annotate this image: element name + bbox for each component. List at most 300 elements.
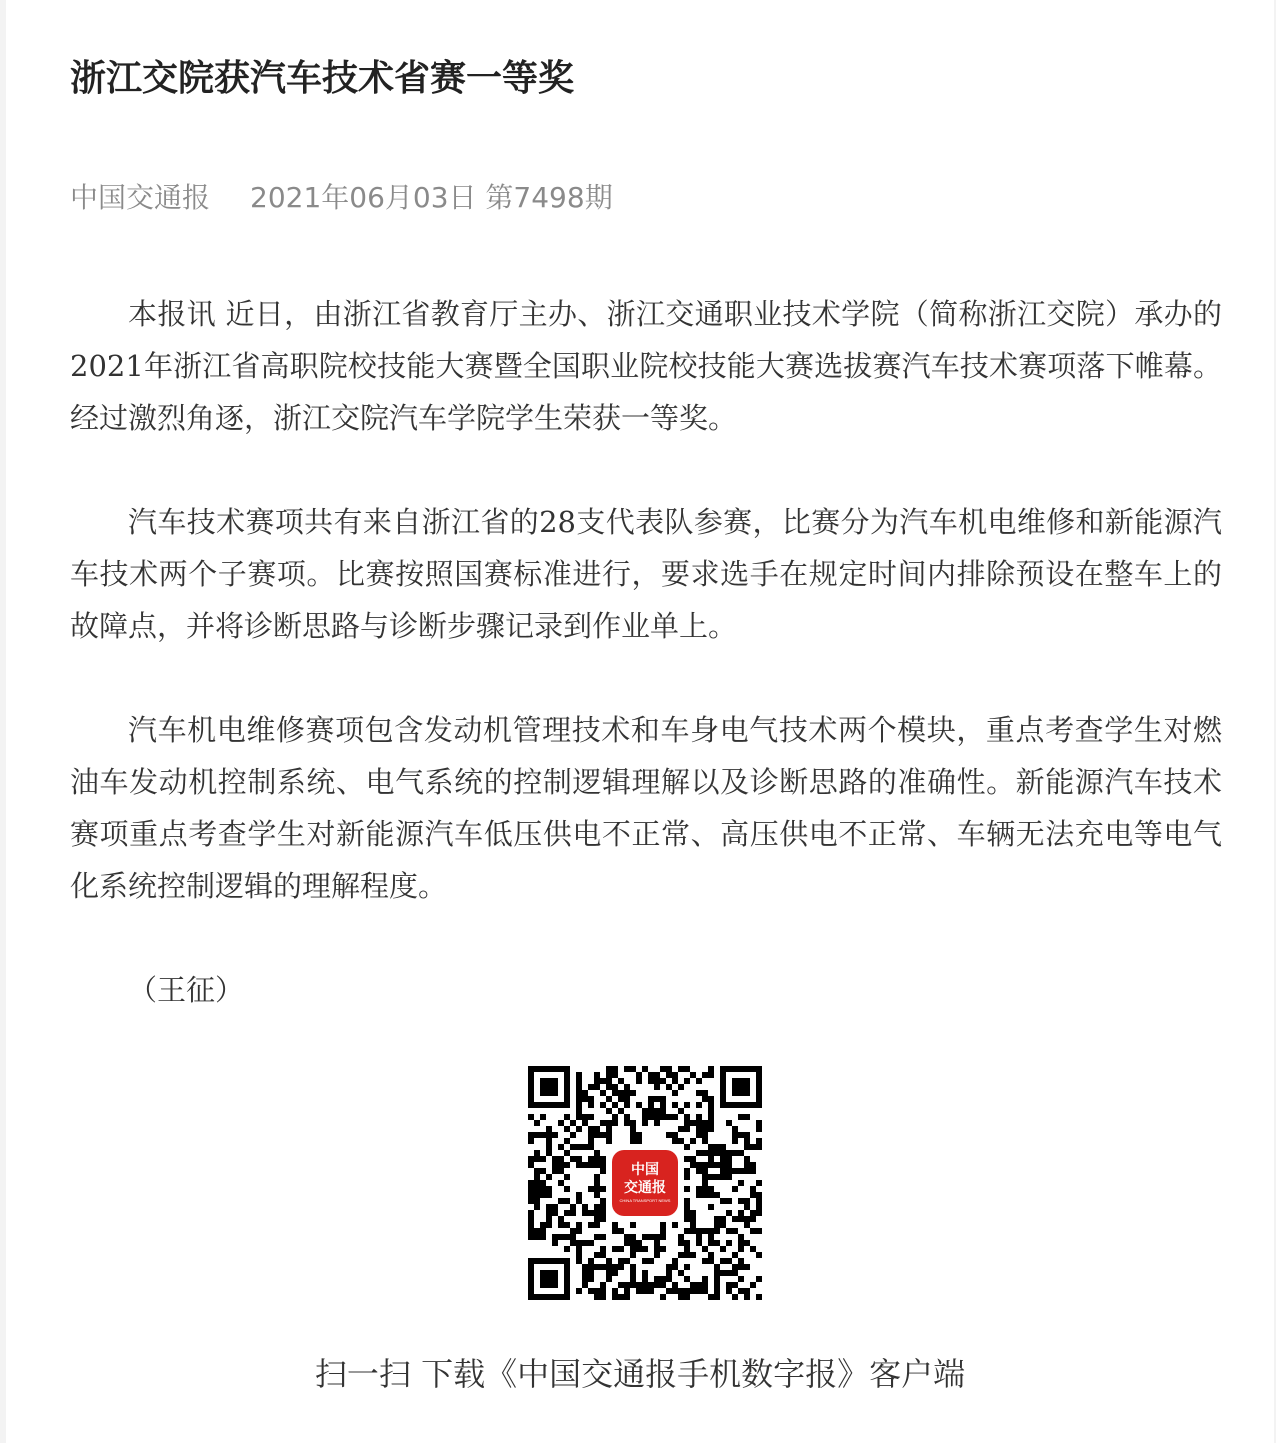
qr-module <box>534 1156 540 1162</box>
qr-module <box>588 1276 594 1282</box>
qr-module <box>696 1150 702 1156</box>
qr-module <box>612 1084 618 1090</box>
qr-module <box>744 1204 750 1210</box>
qr-module <box>618 1228 624 1234</box>
qr-module <box>738 1150 744 1156</box>
qr-module <box>690 1222 696 1228</box>
qr-module <box>624 1096 630 1102</box>
qr-module <box>690 1252 696 1258</box>
qr-module <box>642 1246 648 1252</box>
qr-module <box>744 1168 750 1174</box>
qr-module <box>540 1234 546 1240</box>
qr-module <box>678 1126 684 1132</box>
qr-module <box>756 1198 762 1204</box>
qr-module <box>648 1288 654 1294</box>
qr-module <box>624 1120 630 1126</box>
qr-module <box>738 1210 744 1216</box>
qr-module <box>708 1204 714 1210</box>
qr-module <box>702 1132 708 1138</box>
qr-module <box>684 1204 690 1210</box>
qr-module <box>702 1150 708 1156</box>
qr-module <box>672 1078 678 1084</box>
qr-module <box>708 1174 714 1180</box>
qr-module <box>642 1288 648 1294</box>
qr-module <box>684 1240 690 1246</box>
qr-module <box>540 1168 546 1174</box>
qr-module <box>756 1210 762 1216</box>
qr-module <box>588 1138 594 1144</box>
qr-module <box>618 1246 624 1252</box>
qr-module <box>528 1180 534 1186</box>
qr-module <box>534 1132 540 1138</box>
qr-module <box>612 1120 618 1126</box>
qr-module <box>624 1294 630 1300</box>
qr-module <box>588 1186 594 1192</box>
qr-module <box>720 1168 726 1174</box>
qr-module <box>756 1180 762 1186</box>
qr-module <box>606 1084 612 1090</box>
qr-module <box>588 1240 594 1246</box>
qr-module <box>534 1180 540 1186</box>
qr-module <box>690 1216 696 1222</box>
qr-module <box>564 1126 570 1132</box>
qr-module <box>642 1276 648 1282</box>
qr-module <box>576 1192 582 1198</box>
qr-module <box>720 1270 726 1276</box>
qr-module <box>528 1222 534 1228</box>
qr-module <box>684 1246 690 1252</box>
qr-module <box>528 1192 534 1198</box>
qr-module <box>600 1198 606 1204</box>
qr-module <box>564 1222 570 1228</box>
qr-module <box>600 1102 606 1108</box>
qr-module <box>624 1066 630 1072</box>
qr-module <box>726 1162 732 1168</box>
qr-module <box>648 1096 654 1102</box>
qr-module <box>528 1234 534 1240</box>
qr-module <box>576 1072 582 1078</box>
qr-module <box>720 1198 726 1204</box>
qr-module <box>636 1246 642 1252</box>
qr-module <box>756 1144 762 1150</box>
qr-module <box>570 1120 576 1126</box>
qr-module <box>600 1246 606 1252</box>
qr-module <box>738 1288 744 1294</box>
qr-module <box>654 1114 660 1120</box>
china-transport-news-logo <box>608 1146 682 1220</box>
qr-module <box>744 1288 750 1294</box>
qr-module <box>720 1174 726 1180</box>
qr-module <box>594 1186 600 1192</box>
qr-module <box>708 1108 714 1114</box>
qr-module <box>726 1150 732 1156</box>
qr-module <box>588 1144 594 1150</box>
article-title: 浙江交院获汽车技术省赛一等奖 <box>70 58 575 99</box>
logo-text-line1: 中国 <box>631 1162 659 1178</box>
qr-module <box>714 1192 720 1198</box>
qr-module <box>600 1186 606 1192</box>
qr-module <box>702 1276 708 1282</box>
qr-finder-bottom-left <box>528 1258 570 1300</box>
qr-module <box>660 1108 666 1114</box>
qr-module <box>588 1258 594 1264</box>
qr-module <box>582 1162 588 1168</box>
qr-module <box>636 1138 642 1144</box>
qr-module <box>636 1282 642 1288</box>
qr-module <box>534 1120 540 1126</box>
qr-module <box>678 1084 684 1090</box>
qr-module <box>696 1186 702 1192</box>
article-paragraph: 本报讯 近日，由浙江省教育厅主办、浙江交通职业技术学院（简称浙江交院）承办的2021年浙江省高职院校技能大赛暨全国职业院校技能大赛选拔赛汽车技术赛项落下帷幕。经过激烈角逐，浙江交院汽车学院学生荣获一等奖。 <box>70 297 1222 435</box>
qr-module <box>594 1132 600 1138</box>
qr-module <box>576 1108 582 1114</box>
qr-module <box>528 1210 534 1216</box>
qr-module <box>576 1102 582 1108</box>
qr-module <box>726 1156 732 1162</box>
qr-module <box>624 1288 630 1294</box>
logo-text-line2: 交通报 <box>624 1180 666 1196</box>
qr-module <box>756 1192 762 1198</box>
qr-module <box>630 1276 636 1282</box>
qr-module <box>738 1234 744 1240</box>
qr-module <box>690 1162 696 1168</box>
qr-module <box>576 1114 582 1120</box>
qr-module <box>648 1078 654 1084</box>
qr-module <box>576 1222 582 1228</box>
qr-module <box>588 1156 594 1162</box>
qr-module <box>654 1084 660 1090</box>
qr-module <box>678 1240 684 1246</box>
qr-finder-top-left <box>528 1066 570 1108</box>
qr-module <box>600 1210 606 1216</box>
qr-module <box>708 1150 714 1156</box>
qr-module <box>690 1282 696 1288</box>
qr-module <box>654 1096 660 1102</box>
article-meta <box>70 176 613 220</box>
qr-module <box>618 1108 624 1114</box>
qr-module <box>600 1132 606 1138</box>
qr-module <box>564 1186 570 1192</box>
qr-module <box>564 1210 570 1216</box>
qr-module <box>726 1258 732 1264</box>
qr-module <box>696 1168 702 1174</box>
qr-module <box>702 1072 708 1078</box>
qr-module <box>672 1114 678 1120</box>
qr-module <box>654 1078 660 1084</box>
qr-module <box>696 1126 702 1132</box>
qr-module <box>726 1240 732 1246</box>
qr-module <box>612 1222 618 1228</box>
qr-module <box>582 1120 588 1126</box>
qr-module <box>564 1174 570 1180</box>
qr-module <box>630 1270 636 1276</box>
qr-module <box>750 1228 756 1234</box>
qr-module <box>708 1156 714 1162</box>
qr-module <box>654 1072 660 1078</box>
qr-module <box>564 1198 570 1204</box>
qr-module <box>684 1168 690 1174</box>
qr-module <box>744 1222 750 1228</box>
qr-module <box>660 1282 666 1288</box>
qr-module <box>618 1090 624 1096</box>
qr-module <box>702 1096 708 1102</box>
qr-module <box>534 1174 540 1180</box>
qr-module <box>708 1192 714 1198</box>
qr-module <box>714 1162 720 1168</box>
qr-module <box>720 1216 726 1222</box>
qr-module <box>696 1240 702 1246</box>
qr-module <box>684 1288 690 1294</box>
qr-module <box>708 1162 714 1168</box>
qr-module <box>714 1240 720 1246</box>
qr-module <box>630 1120 636 1126</box>
qr-module <box>612 1288 618 1294</box>
qr-module <box>594 1222 600 1228</box>
article-paragraph: 汽车机电维修赛项包含发动机管理技术和车身电气技术两个模块，重点考查学生对燃油车发动机控制系统、电气系统的控制逻辑理解以及诊断思路的准确性。新能源汽车技术赛项重点考查学生对新能源汽车低压供电不正常、高压供电不正常、车辆无法充电等电气化系统控制逻辑的理解程度。 <box>70 713 1222 903</box>
qr-module <box>576 1144 582 1150</box>
qr-module <box>624 1240 630 1246</box>
qr-module <box>714 1294 720 1300</box>
qr-module <box>600 1162 606 1168</box>
qr-module <box>642 1270 648 1276</box>
qr-module <box>690 1288 696 1294</box>
qr-module <box>606 1276 612 1282</box>
qr-module <box>744 1132 750 1138</box>
qr-module <box>546 1186 552 1192</box>
qr-module <box>684 1156 690 1162</box>
qr-module <box>546 1210 552 1216</box>
qr-module <box>594 1210 600 1216</box>
qr-module <box>678 1270 684 1276</box>
qr-module <box>600 1168 606 1174</box>
qr-module <box>594 1084 600 1090</box>
qr-module <box>606 1264 612 1270</box>
qr-module <box>552 1234 558 1240</box>
qr-module <box>594 1204 600 1210</box>
qr-module <box>636 1072 642 1078</box>
qr-module <box>732 1264 738 1270</box>
qr-module <box>600 1288 606 1294</box>
qr-module <box>732 1186 738 1192</box>
qr-module <box>630 1264 636 1270</box>
qr-module <box>672 1222 678 1228</box>
qr-module <box>600 1252 606 1258</box>
qr-module <box>684 1276 690 1282</box>
qr-module <box>528 1162 534 1168</box>
qr-module <box>558 1162 564 1168</box>
qr-module <box>750 1246 756 1252</box>
qr-module <box>756 1294 762 1300</box>
qr-module <box>642 1234 648 1240</box>
qr-module <box>594 1150 600 1156</box>
article-date-issue: 2021年06月03日 第7498期 <box>250 181 613 214</box>
qr-module <box>690 1210 696 1216</box>
qr-module <box>582 1270 588 1276</box>
qr-module <box>684 1210 690 1216</box>
qr-module <box>750 1162 756 1168</box>
qr-module <box>660 1078 666 1084</box>
qr-module <box>576 1228 582 1234</box>
qr-module <box>624 1084 630 1090</box>
qr-module <box>528 1132 534 1138</box>
qr-module <box>534 1198 540 1204</box>
qr-module <box>612 1090 618 1096</box>
qr-module <box>546 1150 552 1156</box>
qr-module <box>732 1216 738 1222</box>
qr-module <box>678 1294 684 1300</box>
qr-module <box>684 1066 690 1072</box>
qr-module <box>684 1264 690 1270</box>
qr-module <box>756 1204 762 1210</box>
qr-module <box>582 1240 588 1246</box>
qr-module <box>558 1180 564 1186</box>
qr-module <box>654 1234 660 1240</box>
article-source: 中国交通报 <box>70 181 211 214</box>
qr-module <box>708 1258 714 1264</box>
qr-module <box>588 1270 594 1276</box>
qr-module <box>606 1078 612 1084</box>
qr-module <box>630 1126 636 1132</box>
qr-module <box>606 1258 612 1264</box>
qr-module <box>714 1276 720 1282</box>
qr-module <box>618 1096 624 1102</box>
qr-module <box>726 1228 732 1234</box>
qr-module <box>534 1150 540 1156</box>
qr-module <box>564 1246 570 1252</box>
qr-module <box>630 1138 636 1144</box>
qr-module <box>732 1138 738 1144</box>
qr-module <box>750 1216 756 1222</box>
qr-module <box>600 1264 606 1270</box>
qr-module <box>726 1288 732 1294</box>
qr-module <box>588 1132 594 1138</box>
qr-module <box>696 1192 702 1198</box>
qr-module <box>576 1078 582 1084</box>
qr-module <box>696 1132 702 1138</box>
qr-module <box>660 1234 666 1240</box>
qr-module <box>702 1120 708 1126</box>
qr-module <box>540 1228 546 1234</box>
qr-module <box>726 1210 732 1216</box>
qr-module <box>606 1126 612 1132</box>
qr-module <box>606 1096 612 1102</box>
qr-module <box>624 1282 630 1288</box>
qr-module <box>744 1144 750 1150</box>
qr-module <box>720 1156 726 1162</box>
qr-module <box>708 1072 714 1078</box>
qr-module <box>654 1240 660 1246</box>
qr-module <box>648 1108 654 1114</box>
qr-module <box>588 1288 594 1294</box>
qr-module <box>684 1294 690 1300</box>
article-body <box>70 288 1222 1016</box>
qr-module <box>666 1084 672 1090</box>
qr-module <box>558 1216 564 1222</box>
qr-module <box>618 1282 624 1288</box>
qr-module <box>624 1234 630 1240</box>
qr-module <box>630 1252 636 1258</box>
qr-module <box>582 1276 588 1282</box>
article-paragraph: 汽车技术赛项共有来自浙江省的28支代表队参赛，比赛分为汽车机电维修和新能源汽车技术两个子赛项。比赛按照国赛标准进行，要求选手在规定时间内排除预设在整车上的故障点，并将诊断思路与诊断步骤记录到作业单上。 <box>70 505 1222 643</box>
qr-module <box>636 1288 642 1294</box>
qr-module <box>738 1240 744 1246</box>
qr-module <box>738 1258 744 1264</box>
qr-module <box>702 1186 708 1192</box>
qr-module <box>714 1228 720 1234</box>
qr-module <box>588 1096 594 1102</box>
qr-module <box>726 1120 732 1126</box>
qr-module <box>618 1294 624 1300</box>
qr-module <box>564 1138 570 1144</box>
qr-module <box>714 1282 720 1288</box>
qr-module <box>732 1132 738 1138</box>
qr-module <box>702 1246 708 1252</box>
qr-module <box>558 1156 564 1162</box>
qr-module <box>582 1090 588 1096</box>
qr-module <box>660 1222 666 1228</box>
qr-module <box>630 1090 636 1096</box>
qr-module <box>648 1234 654 1240</box>
qr-module <box>702 1288 708 1294</box>
qr-module <box>528 1216 534 1222</box>
qr-module <box>612 1066 618 1072</box>
qr-module <box>534 1168 540 1174</box>
qr-module <box>534 1228 540 1234</box>
qr-module <box>546 1144 552 1150</box>
qr-module <box>606 1138 612 1144</box>
qr-module <box>720 1144 726 1150</box>
qr-module <box>660 1246 666 1252</box>
qr-module <box>696 1234 702 1240</box>
qr-module <box>534 1186 540 1192</box>
qr-module <box>744 1294 750 1300</box>
qr-module <box>576 1246 582 1252</box>
qr-module <box>546 1126 552 1132</box>
qr-module <box>600 1282 606 1288</box>
qr-module <box>714 1144 720 1150</box>
qr-module <box>702 1162 708 1168</box>
qr-module <box>624 1102 630 1108</box>
qr-module <box>714 1150 720 1156</box>
qr-module <box>606 1066 612 1072</box>
qr-module <box>540 1180 546 1186</box>
qr-module <box>738 1276 744 1282</box>
qr-module <box>696 1228 702 1234</box>
qr-module <box>570 1132 576 1138</box>
qr-module <box>576 1288 582 1294</box>
qr-module <box>606 1132 612 1138</box>
qr-module <box>618 1078 624 1084</box>
qr-module <box>618 1264 624 1270</box>
qr-module <box>666 1072 672 1078</box>
qr-module <box>606 1108 612 1114</box>
qr-module <box>600 1234 606 1240</box>
qr-module <box>732 1282 738 1288</box>
qr-module <box>750 1282 756 1288</box>
qr-module <box>654 1252 660 1258</box>
qr-module <box>744 1240 750 1246</box>
qr-module <box>594 1252 600 1258</box>
qr-module <box>684 1078 690 1084</box>
app-download-qr-code <box>522 1060 768 1306</box>
qr-module <box>576 1252 582 1258</box>
qr-module <box>684 1114 690 1120</box>
qr-module <box>606 1072 612 1078</box>
qr-module <box>750 1186 756 1192</box>
qr-module <box>624 1258 630 1264</box>
qr-module <box>678 1066 684 1072</box>
qr-module <box>576 1240 582 1246</box>
